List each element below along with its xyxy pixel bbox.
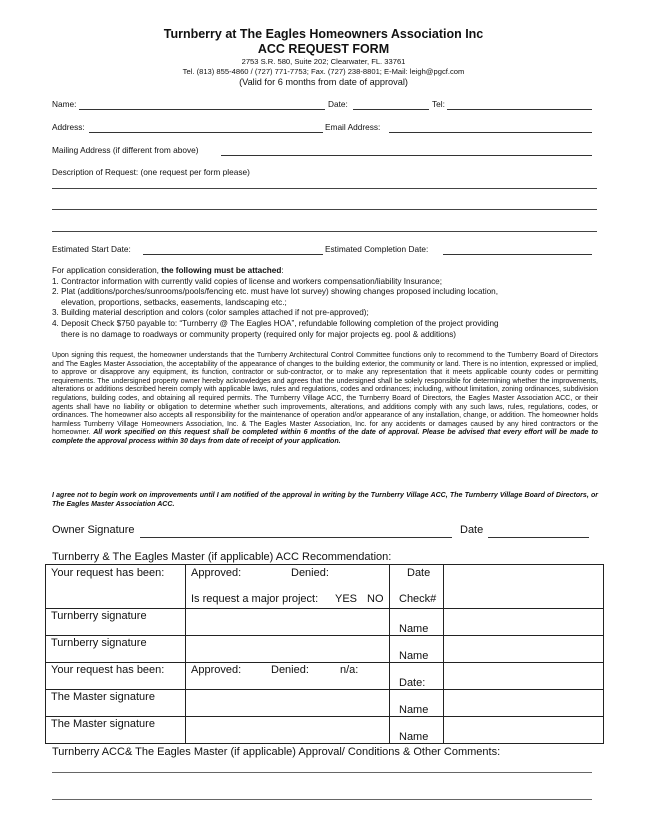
date-label: Date: <box>399 677 426 689</box>
table-row <box>46 717 604 744</box>
table-cell <box>46 690 186 717</box>
table-cell <box>390 717 444 744</box>
comments-line-1[interactable] <box>52 772 592 773</box>
no-option[interactable]: NO <box>367 593 384 605</box>
validity-note: (Valid for 6 months from date of approval) <box>239 77 408 87</box>
yes-option[interactable]: YES <box>335 593 358 605</box>
name-label: Name: <box>52 99 77 109</box>
turnberry-signature-label: Turnberry signature <box>51 637 147 649</box>
name-entry[interactable] <box>444 717 604 744</box>
org-title: Turnberry at The Eagles Homeowners Association Inc <box>163 27 484 41</box>
table-row <box>46 690 604 717</box>
org-address: 2753 S.R. 580, Suite 202; Clearwater, FL. 33761 <box>241 57 406 66</box>
table-cell <box>390 565 444 609</box>
turnberry-signature-entry[interactable] <box>186 636 390 663</box>
request-label: Your request has been: <box>51 664 165 676</box>
name-label: Name <box>399 623 429 635</box>
date-check-entry[interactable] <box>444 565 604 609</box>
table-cell <box>390 609 444 636</box>
date-header: Date <box>407 567 431 579</box>
tel-field[interactable] <box>447 99 592 110</box>
owner-signature-field[interactable] <box>140 525 452 538</box>
signature-date-label: Date <box>460 524 484 536</box>
denied-option[interactable]: Denied: <box>271 664 309 676</box>
na-option[interactable]: n/a: <box>340 664 359 676</box>
major-project-question: Is request a major project: <box>191 593 319 605</box>
name-entry[interactable] <box>444 609 604 636</box>
comments-title: Turnberry ACC& The Eagles Master (if applicable) Approval/ Conditions & Other Comments: <box>52 746 501 758</box>
approved-option[interactable]: Approved: <box>191 664 242 676</box>
approved-option[interactable]: Approved: <box>191 567 242 579</box>
table-cell <box>46 663 186 690</box>
table-cell <box>46 565 186 609</box>
turnberry-signature-label: Turnberry signature <box>51 610 147 622</box>
name-entry[interactable] <box>444 690 604 717</box>
start-date-field[interactable] <box>143 244 323 255</box>
denied-option[interactable]: Denied: <box>291 567 329 579</box>
table-row <box>46 565 604 609</box>
table-row <box>46 636 604 663</box>
owner-signature-label: Owner Signature <box>52 524 135 536</box>
email-label: Email Address: <box>325 122 381 132</box>
email-field[interactable] <box>389 122 592 133</box>
table-cell[interactable] <box>186 663 390 690</box>
completion-date-label: Estimated Completion Date: <box>325 244 429 254</box>
turnberry-signature-entry[interactable] <box>186 609 390 636</box>
master-signature-entry[interactable] <box>186 690 390 717</box>
description-line-3[interactable] <box>52 231 597 232</box>
recommendation-title: Turnberry & The Eagles Master (if applicable) ACC Recommendation: <box>52 551 392 563</box>
recommendation-table <box>45 564 604 744</box>
table-cell <box>390 663 444 690</box>
name-entry[interactable] <box>444 636 604 663</box>
attachment-item: elevation, proportions, setbacks, easements, landscaping etc.; <box>61 297 287 307</box>
master-signature-entry[interactable] <box>186 717 390 744</box>
address-field[interactable] <box>89 122 323 133</box>
table-cell[interactable] <box>186 565 390 609</box>
attachments-block <box>52 266 612 340</box>
table-cell <box>46 636 186 663</box>
legal-paragraph: Upon signing this request, the homeowner understands that the Turnberry Architectural Control Committee functions only to recommend to the Turnberry Board of Directors and The Eagles Master Association, the acceptability of the appearance of changes to the building exterior, the community or land. There is no intention, expressed or implied, to approve or disapprove any equipment, its function, contractor or sub-contractor, or to make any representation that it meets applicable county codes or permitting requirements. The undersigned property owner hereby acknowledges and agrees that the undersigned shall be solely responsible for determining whether the improvements, alterations or additions described herein comply with applicable laws, rules and regulations, codes and ordinances; including, without limitation, zoning ordinances, subdivision regulations, building codes, and obtaining all required permits. The Turnberry Village ACC, the Turnberry Board of Directors, the Eagles Master Association ACC, or their agents shall have no liability or obligation to determine whether such improvements, alterations, and additions comply with any such laws, rules, regulations, codes, or ordinances. The homeowner also accepts all responsibility for the maintenance of operation and/or appearance of any installation, change, or addition. The homeowner holds harmless Turnberry Village Homeowners Association, Inc. & The Eagles Master Association, Inc. for any accidents or damages caused by any hired contractors or the homeowner. All work specified on this request shall be completed within 6 months of the date of approval. Please be advised that every effort will be made to complete the approval process within 30 days from date of receipt of your application. <box>52 352 598 445</box>
table-row <box>46 609 604 636</box>
name-label: Name <box>399 704 429 716</box>
agreement-statement: I agree not to begin work on improvements until I am notified of the approval in writing by the Turnberry Village ACC, The Turnberry Village Board of Directors, or The Eagles Master Association ACC. <box>52 492 598 508</box>
master-signature-label: The Master signature <box>51 691 155 703</box>
mailing-field[interactable] <box>221 145 592 156</box>
name-label: Name <box>399 650 429 662</box>
attachments-intro: For application consideration, the following must be attached: <box>52 266 284 275</box>
mailing-label: Mailing Address (if different from above) <box>52 145 199 155</box>
check-number-label: Check# <box>399 593 437 605</box>
master-signature-label: The Master signature <box>51 718 155 730</box>
date-field[interactable] <box>353 99 429 110</box>
name-field[interactable] <box>79 99 325 110</box>
table-row <box>46 663 604 690</box>
address-label: Address: <box>52 122 85 132</box>
description-line-1[interactable] <box>52 188 597 189</box>
table-cell <box>390 636 444 663</box>
attachment-item: 4. Deposit Check $750 payable to: “Turnberry @ The Eagles HOA”, refundable following completion of the project providing <box>52 318 499 328</box>
attachment-item: 2. Plat (additions/porches/sunrooms/pools/fencing etc. must have lot survey) showing changes proposed including location, <box>52 287 499 297</box>
org-contact: Tel. (813) 855-4860 / (727) 771-7753; Fax. (727) 238-8801; E-Mail: leigh@pgcf.com <box>182 67 465 76</box>
name-label: Name <box>399 731 429 743</box>
start-date-label: Estimated Start Date: <box>52 244 131 254</box>
comments-line-2[interactable] <box>52 799 592 800</box>
completion-date-field[interactable] <box>443 244 592 255</box>
table-cell <box>390 690 444 717</box>
attachment-item: there is no damage to roadways or community property (required only for major projects eg. pool & additions) <box>61 329 457 339</box>
description-line-2[interactable] <box>52 209 597 210</box>
form-title: ACC REQUEST FORM <box>257 42 390 56</box>
date-entry[interactable] <box>444 663 604 690</box>
table-cell <box>46 717 186 744</box>
tel-label: Tel: <box>432 99 445 109</box>
date-label: Date: <box>328 99 348 109</box>
signature-date-field[interactable] <box>488 525 589 538</box>
attachment-item: 3. Building material description and colors (color samples attached if not pre-approved); <box>52 308 369 318</box>
attachment-item: 1. Contractor information with currently valid copies of license and workers compensation/liability Insurance; <box>52 276 442 286</box>
description-label: Description of Request: (one request per form please) <box>52 167 250 177</box>
table-cell <box>46 609 186 636</box>
request-label: Your request has been: <box>51 567 165 579</box>
